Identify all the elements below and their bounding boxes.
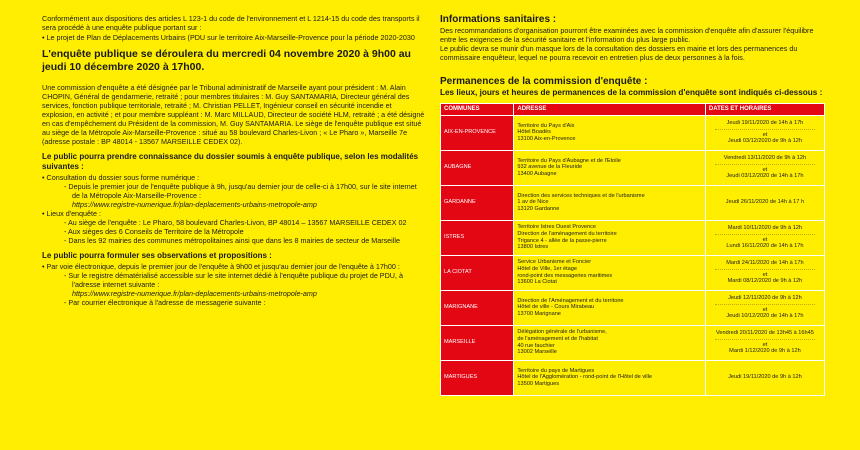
date-line: Vendredi 13/11/2020 de 9h à 12h bbox=[723, 155, 807, 162]
right-column bbox=[440, 14, 825, 396]
commune-cell: MARSEILLE bbox=[441, 326, 513, 360]
table-header-row bbox=[441, 104, 824, 115]
date-line: Jeudi 12/11/2020 de 9h à 12h bbox=[728, 295, 802, 302]
date-divider bbox=[715, 304, 815, 305]
date-line: Jeudi 19/11/2020 de 9h à 12h bbox=[728, 374, 802, 381]
obs-register-detail: - Sur le registre dématérialisé accessible sur le site internet dédié à l'enquête publique du projet de PDU, à l'adresse internet suivante : bbox=[64, 271, 403, 289]
date-line: Mardi 10/11/2020 de 9h à 12h bbox=[727, 225, 803, 232]
address-line: 13700 Marignane bbox=[517, 310, 561, 317]
dates-cell bbox=[706, 256, 824, 290]
intro-bullet-list bbox=[42, 33, 425, 42]
address-line: Hôtel de ville - Cours Mirabeau bbox=[517, 304, 595, 311]
header-adresse: ADRESSE bbox=[514, 104, 705, 115]
obs-email-detail: - Par courrier électronique à l'adresse de messagerie suivante : bbox=[64, 298, 266, 307]
date-line: Mardi 1/12/2020 de 9h à 12h bbox=[729, 348, 801, 355]
dates-cell bbox=[706, 186, 824, 220]
table-row bbox=[441, 361, 824, 395]
address-cell bbox=[514, 186, 705, 220]
table-row bbox=[441, 151, 824, 185]
address-line: 13002 Marseille bbox=[517, 349, 557, 356]
observations-heading: Le public pourra formuler ses observations et propositions : bbox=[42, 251, 272, 260]
date-line: et bbox=[762, 271, 768, 278]
dates-cell bbox=[706, 116, 824, 150]
commune-cell: GARDANNE bbox=[441, 186, 513, 220]
date-line: Vendredi 20/11/2020 de 13h45 à 16h45 bbox=[715, 330, 814, 337]
commune-cell: MARIGNANE bbox=[441, 291, 513, 325]
address-line: Hôtel Boadès bbox=[517, 129, 551, 136]
address-line: Délégation générale de l'urbanisme, bbox=[517, 329, 607, 336]
date-divider bbox=[715, 164, 815, 165]
left-column bbox=[42, 14, 425, 307]
date-line: et bbox=[762, 236, 768, 243]
date-divider bbox=[715, 129, 815, 130]
dates-cell bbox=[706, 361, 824, 395]
table-row bbox=[441, 116, 824, 150]
address-line: 13100 Aix-en-Provence bbox=[517, 135, 576, 142]
obs-url-link[interactable]: https://www.registre-numerique.fr/plan-deplacements-urbains-metropole-amp bbox=[72, 289, 317, 298]
address-cell bbox=[514, 256, 705, 290]
table-row bbox=[441, 326, 824, 360]
address-line: 13500 Martigues bbox=[517, 380, 560, 387]
date-line: Jeudi 10/12/2020 de 14h à 17h bbox=[726, 313, 804, 320]
address-line: 13600 La Ciotat bbox=[517, 279, 557, 286]
address-line: Hôtel de Ville, 1er étage bbox=[517, 266, 577, 272]
consultation-heading: Le public pourra prendre connaissance du dossier soumis à enquête publique, selon les modalités suivantes : bbox=[42, 152, 419, 171]
address-line: Territoire du Pays d'Aubagne et de l'Etoile bbox=[517, 157, 621, 164]
address-cell bbox=[514, 291, 705, 325]
table-row bbox=[441, 256, 824, 290]
address-line: Direction des services techniques et de l'urbanisme bbox=[517, 192, 645, 199]
address-cell bbox=[514, 151, 705, 185]
address-line: de l'aménagement et de l'habitat bbox=[517, 336, 598, 342]
consult-digital-item: • Consultation du dossier sous forme numérique : bbox=[42, 173, 200, 182]
table-row bbox=[441, 291, 824, 325]
date-line: Mardi 08/12/2020 de 9h à 12h bbox=[727, 278, 803, 285]
consult-place-territoires: - Aux sièges des 6 Conseils de Territoire de la Métropole bbox=[64, 227, 244, 236]
commune-cell: MARTIGUES bbox=[441, 361, 513, 395]
permanences-table bbox=[440, 103, 825, 396]
address-line: Trigance 4 - allée de la passe-pierre bbox=[517, 237, 607, 244]
date-line: Mardi 24/11/2020 de 14h à 17h bbox=[726, 260, 804, 267]
sanitary-paragraph-1: Des recommandations d'organisation pourront être examinées avec la commission d'enquête afin d'assurer l'équilibre entre les exigences de la sécurité sanitaire et l'information du plus large public. bbox=[440, 26, 814, 44]
commission-paragraph: Une commission d'enquête a été désignée par le Tribunal administratif de Marseille ayant pour président : M. Alain CHOPIN, Général de gendarmerie, retraité ; pour membres titulaires : M. Guy SANTAMARIA, Directeur général des services, fonction publique territoriale, retraité ; M. Christian PELLET, Ingénieur conseil en sécurité incendie et explosion, en activité ; et pour membre suppléant : M. Marc MILLAUD, Directeur de société HLM, retraité ; a été désigné en cas d'empêchement du Président de la commission, M. Guy SANTAMARIA. Le siège de l'enquête publique est situé au siège de la Métropole Aix-Marseille-Provence : situé au 58 boulevard Charles-Livon ; « Le Pharo », Marseille 7e (adresse postale : BP 48014 - 13567 MARSEILLE CEDEX 02). bbox=[42, 83, 425, 146]
dates-cell bbox=[706, 221, 824, 255]
address-line: Territoire Istres Ouest Provence bbox=[517, 224, 597, 231]
sanitary-paragraph-2: Le public devra se munir d'un masque lors de la consultation des dossiers en mairie et lors des permanences du commissaire enquêteur, lequel ne pourra recevoir en entretien plus de deux personnes à la fois. bbox=[440, 44, 798, 62]
sanitary-heading: Informations sanitaires : bbox=[440, 14, 557, 25]
address-cell bbox=[514, 221, 705, 255]
address-line: 1 av de Nice bbox=[517, 199, 549, 206]
address-line: Direction de l'aménagement du territoire bbox=[517, 231, 617, 237]
address-line: 13800 Istres bbox=[517, 244, 549, 251]
dates-cell bbox=[706, 151, 824, 185]
address-line: Territoire du pays de Martigues bbox=[517, 367, 595, 374]
permanences-subheading: Les lieux, jours et heures de permanences de la commission d'enquête sont indiqués ci-dessous : bbox=[440, 88, 823, 97]
date-line: Jeudi 19/11/2020 de 14h à 17h bbox=[726, 120, 804, 127]
date-divider bbox=[715, 269, 815, 270]
commune-cell: ISTRES bbox=[441, 221, 513, 255]
header-dates: DATES ET HORAIRES bbox=[706, 104, 824, 115]
date-line: et bbox=[762, 131, 768, 138]
table-row bbox=[441, 186, 824, 220]
consult-digital-detail: - Depuis le premier jour de l'enquête publique à 9h, jusqu'au dernier jour de celle-ci à 17h00, sur le site internet de la Métropole Aix-Marseille-Provence : bbox=[64, 182, 417, 200]
date-divider bbox=[715, 234, 815, 235]
address-line: 932 avenue de la Fleuride bbox=[517, 164, 583, 171]
address-cell bbox=[514, 326, 705, 360]
address-line: 13400 Aubagne bbox=[517, 170, 557, 177]
dates-cell bbox=[706, 291, 824, 325]
obs-electronic-item: • Par voie électronique, depuis le premier jour de l'enquête à 9h00 et jusqu'au dernier jour de l'enquête à 17h00 : bbox=[42, 262, 400, 271]
address-line: 40 rue fauchier bbox=[517, 342, 555, 349]
intro-paragraph: Conformément aux dispositions des articles L 123-1 du code de l'environnement et L 1214-15 du code des transports il sera procédé à une enquête publique portant sur : bbox=[42, 14, 420, 32]
address-line: Territoire du Pays d'Aix bbox=[517, 122, 575, 129]
consult-place-siege: - Au siège de l'enquête : Le Pharo, 58 boulevard Charles-Livon, BP 48014 – 13567 MARSEILLE CEDEX 02 bbox=[64, 218, 407, 227]
date-line: et bbox=[762, 166, 768, 173]
consult-place-mairies: - Dans les 92 mairies des communes métropolitaines ainsi que dans les 8 mairies de secteur de Marseille bbox=[64, 236, 400, 245]
address-cell bbox=[514, 361, 705, 395]
consult-url-link[interactable]: https://www.registre-numerique.fr/plan-deplacements-urbains-metropole-amp bbox=[72, 200, 317, 209]
commune-cell: AUBAGNE bbox=[441, 151, 513, 185]
address-cell bbox=[514, 116, 705, 150]
header-communes: COMMUNES bbox=[441, 104, 513, 115]
table-row bbox=[441, 221, 824, 255]
date-divider bbox=[715, 339, 815, 340]
commune-cell: LA CIOTAT bbox=[441, 256, 513, 290]
dates-cell bbox=[706, 326, 824, 360]
date-line: et bbox=[762, 306, 768, 313]
date-line: Jeudi 03/12/2020 de 9h à 12h bbox=[727, 138, 802, 145]
address-line: rond-point des messageries maritimes bbox=[517, 272, 613, 279]
address-line: 13120 Gardanne bbox=[517, 205, 560, 212]
address-line: Direction de l'Aménagement et du territoire bbox=[517, 297, 624, 304]
intro-bullet: • Le projet de Plan de Déplacements Urbains (PDU sur le territoire Aix-Marseille-Provence pour la période 2020-2030 bbox=[42, 33, 415, 42]
commune-cell: AIX-EN-PROVENCE bbox=[441, 116, 513, 150]
date-line: et bbox=[762, 341, 768, 348]
consult-places-item: • Lieux d'enquête : bbox=[42, 209, 102, 218]
table-body bbox=[441, 116, 824, 395]
date-line: Lundi 16/11/2020 de 14h à 17h bbox=[726, 243, 804, 250]
permanences-heading: Permanences de la commission d'enquête : bbox=[440, 76, 648, 87]
date-line: Jeudi 03/12/2020 de 14h à 17h bbox=[726, 173, 804, 180]
address-line: Service Urbanisme et Foncier bbox=[517, 259, 592, 266]
address-line: Hôtel de l'Agglomération - rond-point de l'Hôtel de ville bbox=[517, 374, 652, 381]
enquiry-dates-headline: L'enquête publique se déroulera du mercredi 04 novembre 2020 à 9h00 au jeudi 10 décembre 2020 à 17h00. bbox=[42, 48, 411, 73]
date-line: Jeudi 26/11/2020 de 14h à 17 h bbox=[725, 199, 805, 206]
